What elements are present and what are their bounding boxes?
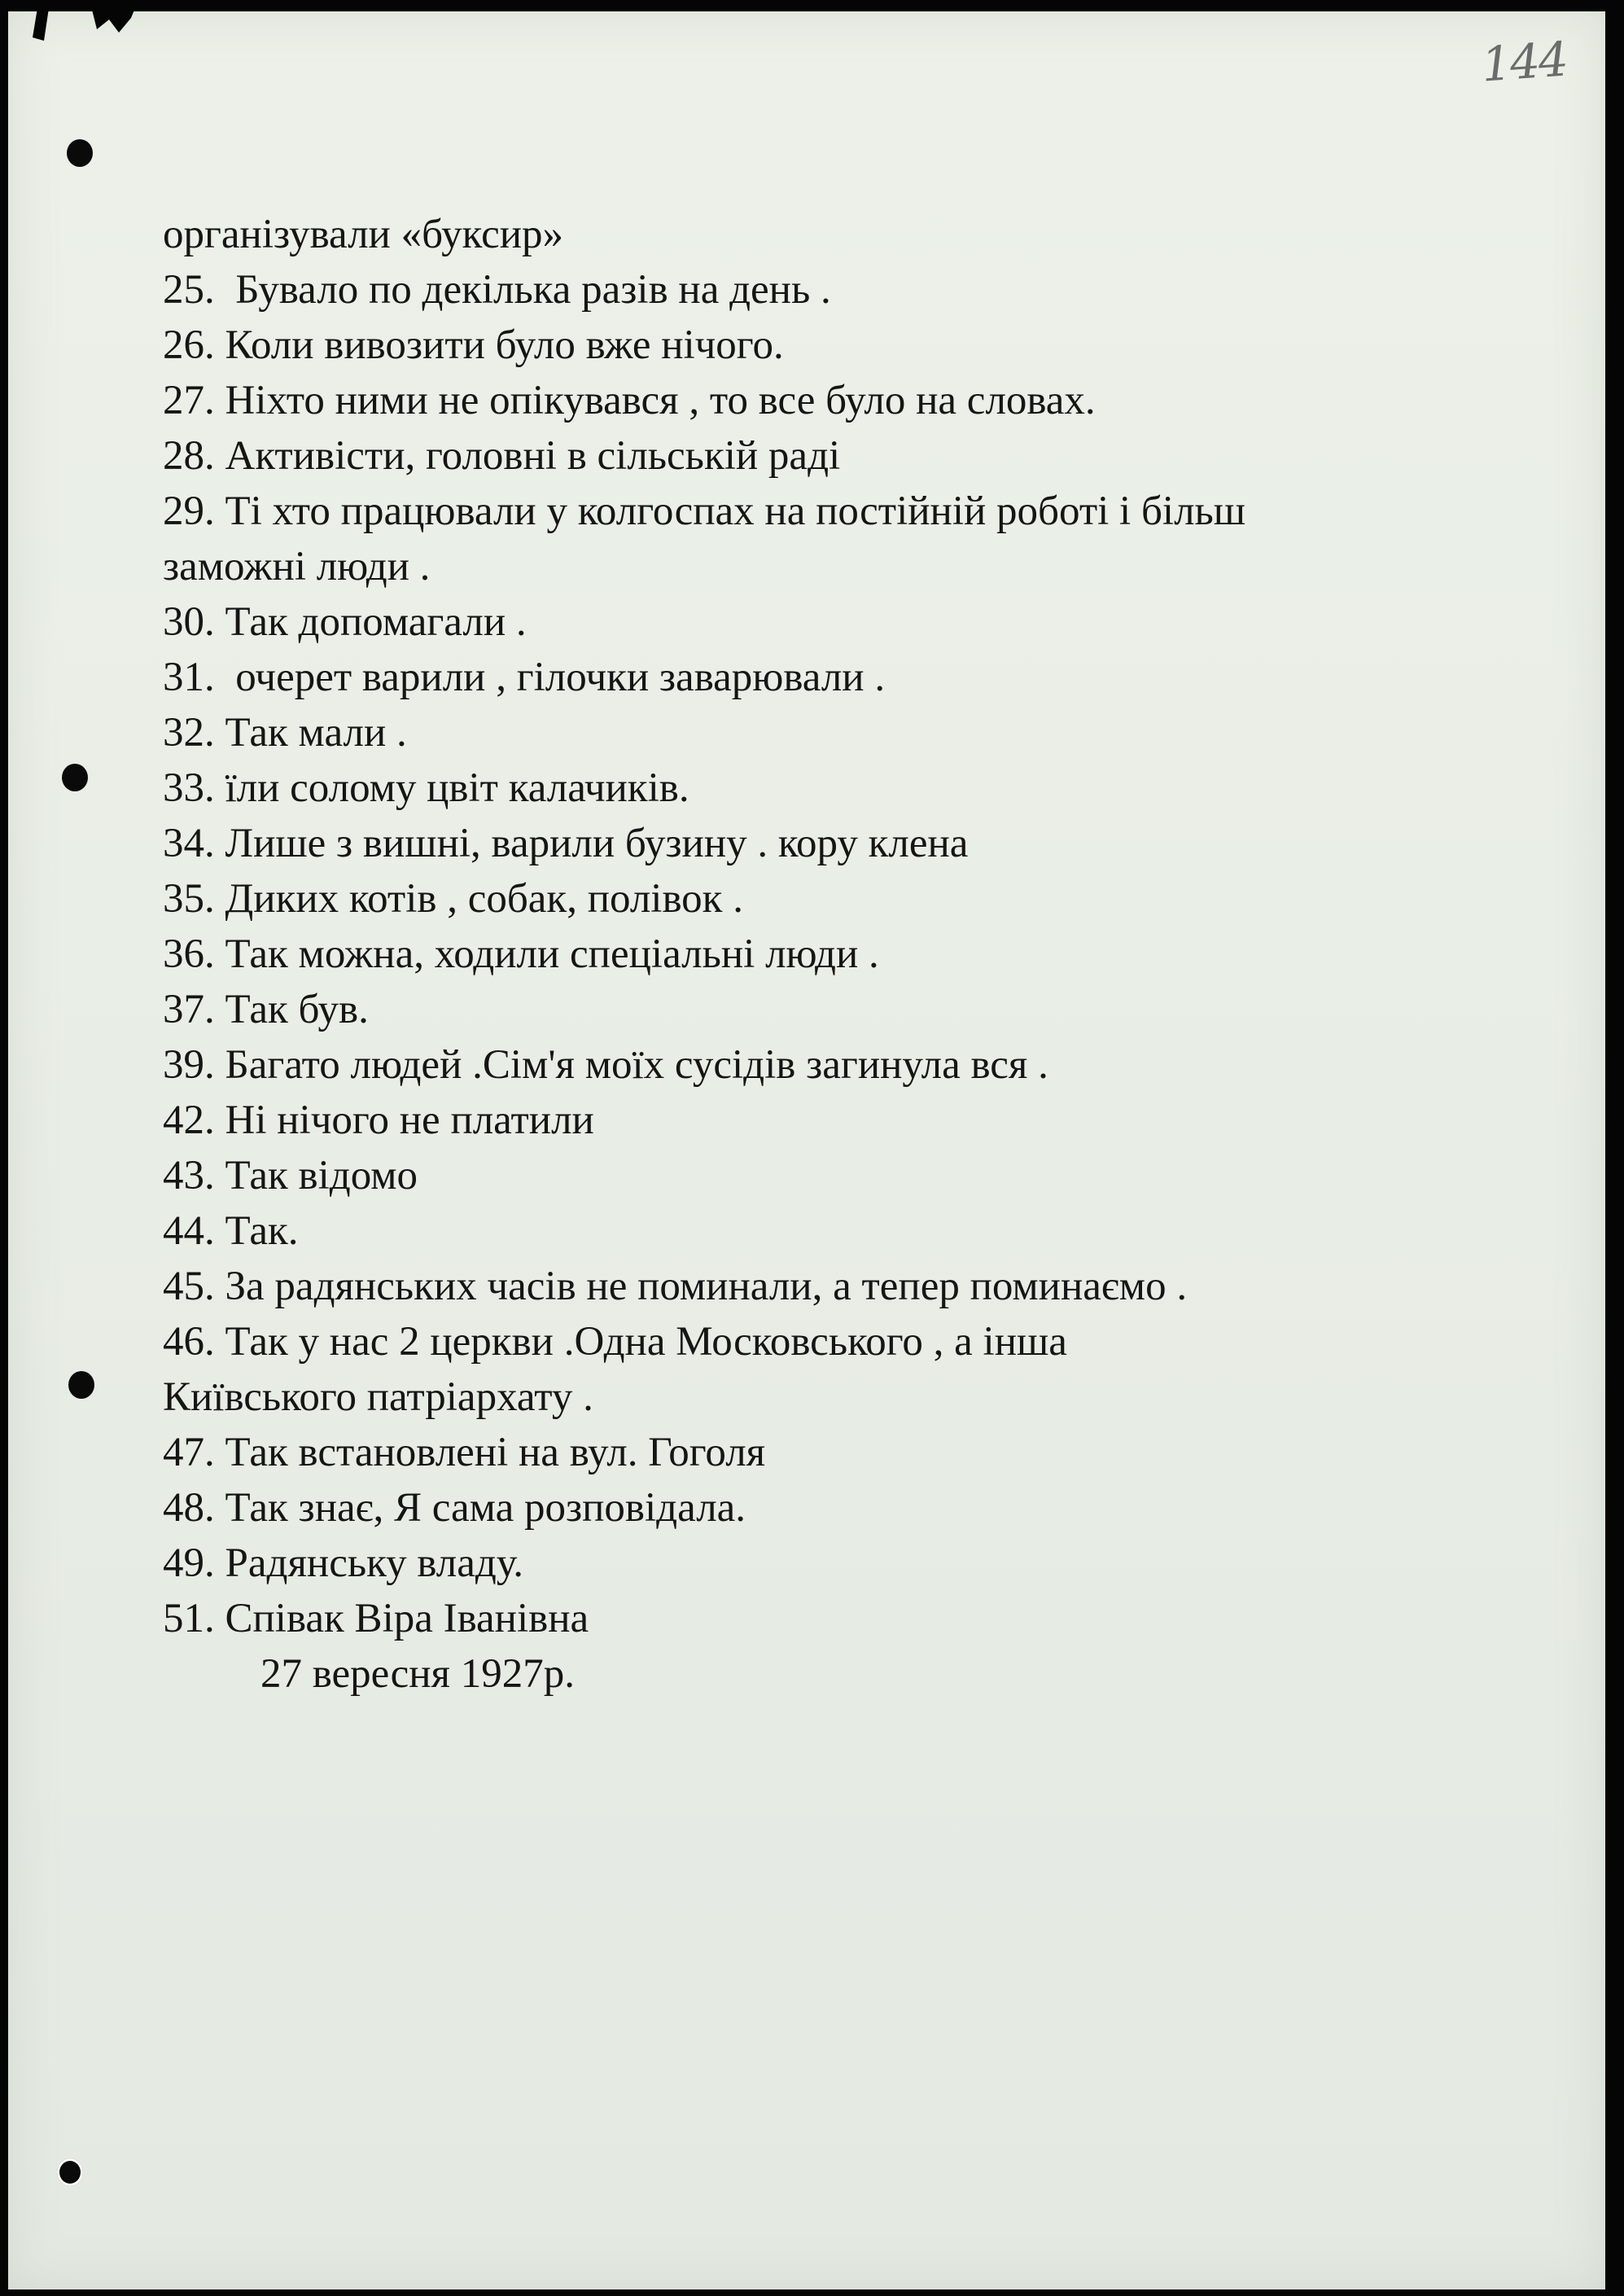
text-line: 42. Ні нічого не платили [163, 1098, 594, 1143]
text-line: 30. Так допомагали . [163, 599, 527, 645]
punch-hole [68, 1371, 94, 1399]
text-line: 33. їли солому цвіт калачиків. [163, 765, 689, 811]
text-line: 36. Так можна, ходили спеціальні люди . [163, 931, 879, 977]
text-line: 34. Лише з вишні, варили бузину . кору клена [163, 821, 969, 866]
text-line: 27. Ніхто ними не опікувався , то все було на словах. [163, 378, 1096, 423]
text-line: 39. Багато людей .Сім'я моїх сусідів загинула вся . [163, 1042, 1048, 1088]
text-line: 37. Так був. [163, 987, 369, 1032]
text-line: 49. Радянську владу. [163, 1540, 523, 1586]
handwritten-page-number: 144 [1479, 31, 1569, 93]
text-line: 32. Так мали . [163, 710, 407, 756]
text-line: 31. очерет варили , гілочки заварювали . [163, 655, 886, 700]
text-line: 47. Так встановлені на вул. Гоголя [163, 1430, 766, 1475]
punch-hole [62, 764, 88, 791]
text-line: 43. Так відомо [163, 1153, 418, 1198]
text-line: 35. Диких котів , собак, полівок . [163, 876, 743, 922]
text-line: 25. Бувало по декілька разів на день . [163, 267, 831, 313]
document-page [8, 11, 1605, 2289]
date-line: 27 вересня 1927р. [260, 1651, 575, 1697]
punch-hole [67, 139, 93, 167]
text-line: 46. Так у нас 2 церкви .Одна Московського , а інша [163, 1319, 1067, 1365]
punch-hole [57, 2158, 83, 2186]
text-line: організували «буксир» [163, 212, 564, 257]
text-line: 48. Так знає, Я сама розповідала. [163, 1485, 746, 1531]
text-line: 26. Коли вивозити було вже нічого. [163, 322, 784, 368]
text-line: 44. Так. [163, 1208, 299, 1254]
text-line: 45. За радянських часів не поминали, а тепер поминаємо . [163, 1264, 1188, 1309]
answers-text [163, 207, 1547, 1702]
text-line: заможні люди . [163, 544, 431, 589]
text-line: 28. Активісти, головні в сільській раді [163, 433, 841, 479]
text-line: 51. Співак Віра Іванівна [163, 1596, 589, 1641]
text-line: Київського патріархату . [163, 1374, 593, 1420]
text-line: 29. Ті хто працювали у колгоспах на постійній роботі і більш [163, 489, 1246, 534]
